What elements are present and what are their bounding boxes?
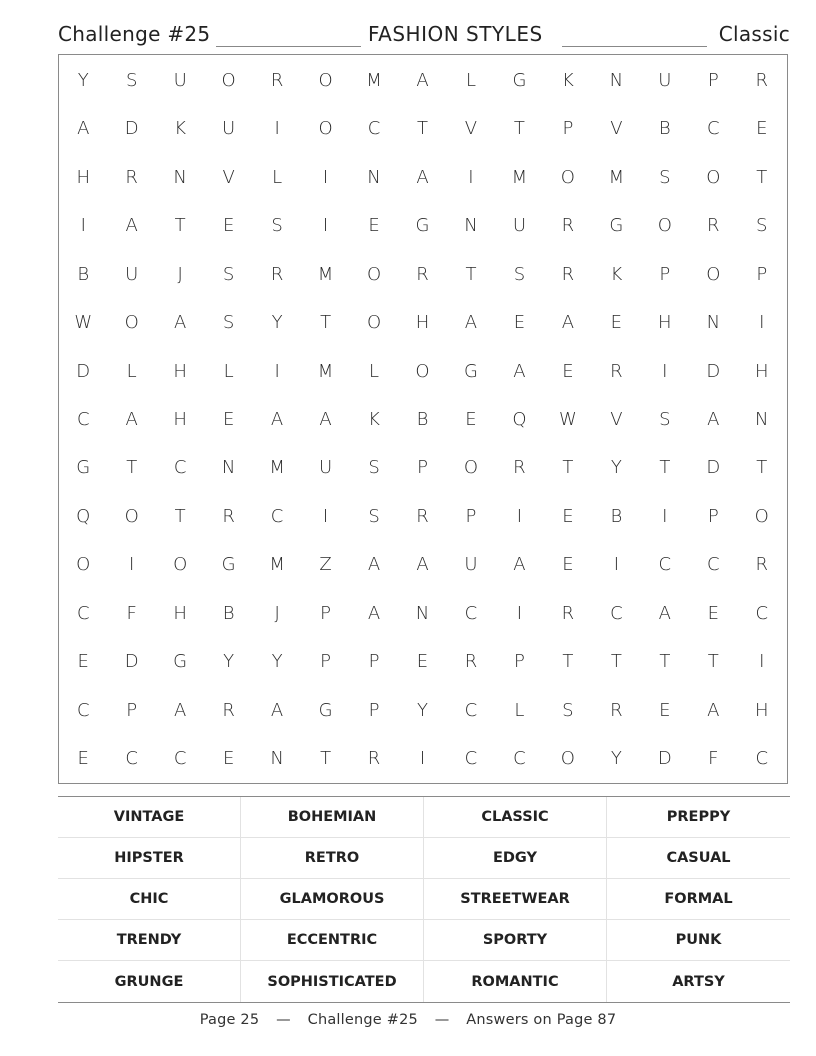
word-list-item: RETRO (241, 838, 424, 879)
grid-letter: A (367, 602, 381, 624)
grid-letter: I (322, 505, 329, 527)
word-list-item: SOPHISTICATED (241, 961, 424, 1002)
grid-letter: I (419, 748, 426, 770)
grid-letter: K (561, 69, 574, 91)
grid-letter: R (367, 748, 381, 770)
grid-letter: R (270, 69, 284, 91)
grid-letter: E (77, 651, 89, 673)
grid-letter: C (270, 505, 284, 527)
header-divider-right (562, 46, 707, 47)
grid-letter: Z (319, 554, 332, 576)
grid-letter: I (129, 554, 135, 576)
grid-letter: J (274, 602, 280, 624)
grid-letter: C (367, 118, 381, 140)
footer-page-number: Page 25 (199, 1012, 260, 1028)
grid-letter: U (512, 215, 527, 237)
grid-letter: O (173, 554, 188, 576)
grid-letter: I (274, 118, 280, 140)
grid-letter: S (562, 699, 574, 721)
grid-letter: L (223, 360, 234, 382)
grid-letter: T (610, 651, 622, 673)
grid-letter: S (659, 408, 671, 430)
grid-letter: P (320, 651, 331, 673)
grid-letter: R (707, 215, 720, 237)
grid-letter: C (513, 748, 526, 770)
grid-letter: T (126, 457, 138, 479)
grid-letter: N (464, 215, 478, 237)
grid-letter: S (756, 215, 768, 237)
grid-letter: A (513, 360, 526, 382)
grid-letter: Q (76, 505, 91, 527)
grid-letter: O (415, 360, 430, 382)
grid-letter: N (609, 69, 624, 91)
grid-letter: C (755, 748, 769, 770)
grid-letter: Y (271, 312, 283, 334)
grid-letter: K (174, 118, 187, 140)
grid-letter: I (613, 554, 620, 576)
letter-grid (59, 55, 786, 782)
grid-letter: R (513, 457, 526, 479)
grid-letter: P (513, 651, 525, 673)
grid-letter: T (416, 118, 428, 140)
grid-letter: K (610, 263, 623, 285)
grid-letter: C (76, 602, 90, 624)
word-list-grid (58, 797, 790, 1002)
grid-letter: O (706, 263, 721, 285)
grid-letter: C (464, 602, 478, 624)
grid-letter: I (274, 360, 280, 382)
grid-letter: N (221, 457, 236, 479)
word-search-grid (58, 54, 788, 784)
grid-letter: P (465, 505, 477, 527)
grid-letter: H (754, 360, 769, 382)
word-list-item: CLASSIC (424, 797, 607, 838)
grid-letter: S (222, 312, 235, 334)
grid-letter: I (662, 360, 668, 382)
grid-letter: P (707, 505, 719, 527)
grid-letter: L (126, 360, 137, 382)
grid-letter: C (76, 699, 90, 721)
grid-letter: I (516, 505, 523, 527)
grid-letter: O (706, 166, 721, 188)
grid-letter: O (560, 166, 575, 188)
grid-letter: O (463, 457, 479, 479)
grid-letter: R (270, 263, 284, 285)
grid-letter: C (173, 457, 187, 479)
grid-letter: E (707, 602, 719, 624)
grid-letter: F (708, 748, 719, 770)
grid-letter: G (318, 699, 333, 721)
grid-letter: G (609, 215, 624, 237)
word-list-item: PUNK (607, 920, 790, 961)
grid-letter: M (269, 457, 285, 479)
grid-letter: P (320, 602, 331, 624)
grid-letter: A (367, 554, 381, 576)
grid-letter: A (125, 215, 138, 237)
grid-letter: U (125, 263, 139, 285)
grid-letter: D (76, 360, 91, 382)
grid-letter: A (513, 554, 526, 576)
word-list-item: GRUNGE (58, 961, 241, 1002)
grid-letter: L (514, 699, 525, 721)
grid-letter: A (77, 118, 90, 140)
grid-letter: M (317, 360, 334, 382)
grid-letter: C (464, 748, 478, 770)
grid-letter: R (561, 263, 575, 285)
grid-letter: H (173, 360, 187, 382)
grid-letter: I (759, 651, 765, 673)
grid-letter: A (707, 408, 720, 430)
grid-letter: M (269, 554, 285, 576)
grid-letter: D (124, 651, 139, 673)
grid-letter: B (610, 505, 623, 527)
grid-letter: G (76, 457, 91, 479)
grid-letter: E (513, 312, 526, 334)
grid-letter: K (368, 408, 380, 430)
footer-answers-reference: Answers on Page 87 (466, 1012, 617, 1028)
grid-letter: M (317, 263, 334, 285)
grid-letter: Q (512, 408, 527, 430)
grid-letter: R (416, 505, 429, 527)
grid-letter: T (659, 651, 671, 673)
grid-letter: R (561, 215, 575, 237)
grid-letter: I (516, 602, 523, 624)
grid-letter: P (417, 457, 428, 479)
grid-letter: R (464, 651, 478, 673)
grid-letter: J (177, 263, 183, 285)
grid-letter: A (270, 699, 284, 721)
challenge-title: Challenge #25 (58, 22, 211, 46)
grid-letter: V (222, 166, 235, 188)
grid-letter: N (706, 312, 721, 334)
grid-letter: A (319, 408, 332, 430)
grid-letter: L (272, 166, 283, 188)
footer-separator: — (434, 1012, 450, 1028)
grid-letter: N (415, 602, 430, 624)
page-header (58, 22, 790, 52)
grid-letter: Y (610, 457, 622, 479)
grid-letter: A (173, 312, 187, 334)
grid-letter: S (513, 263, 526, 285)
grid-letter: I (322, 166, 329, 188)
grid-letter: O (124, 505, 139, 527)
word-list-item: CASUAL (607, 838, 790, 879)
grid-letter: U (222, 118, 236, 140)
grid-letter: E (610, 312, 623, 334)
grid-letter: E (416, 651, 429, 673)
footer-challenge: Challenge #25 (307, 1012, 418, 1028)
grid-letter: V (464, 118, 478, 140)
grid-letter: R (561, 602, 575, 624)
difficulty-label: Classic (718, 22, 790, 46)
grid-letter: U (173, 69, 187, 91)
grid-letter: O (366, 263, 382, 285)
grid-letter: R (222, 699, 235, 721)
word-list-item: EDGY (424, 838, 607, 879)
grid-letter: C (707, 118, 720, 140)
word-list-item: HIPSTER (58, 838, 241, 879)
grid-letter: O (318, 118, 333, 140)
grid-letter: W (558, 408, 577, 430)
grid-letter: A (416, 554, 429, 576)
grid-letter: E (562, 554, 574, 576)
grid-letter: B (222, 602, 235, 624)
grid-letter: Y (271, 651, 283, 673)
grid-letter: G (221, 554, 236, 576)
grid-letter: P (368, 699, 380, 721)
grid-letter: A (416, 166, 429, 188)
grid-letter: S (659, 166, 671, 188)
grid-letter: E (222, 408, 235, 430)
grid-letter: I (468, 166, 474, 188)
grid-letter: H (173, 408, 187, 430)
grid-letter: C (76, 408, 90, 430)
grid-letter: E (77, 748, 89, 770)
grid-letter: H (658, 312, 672, 334)
page-footer (0, 1012, 816, 1028)
grid-letter: T (513, 118, 525, 140)
grid-letter: H (76, 166, 90, 188)
grid-letter: T (174, 215, 186, 237)
grid-letter: N (270, 748, 284, 770)
grid-letter: T (659, 457, 671, 479)
grid-letter: O (560, 748, 575, 770)
footer-separator: — (276, 1012, 291, 1028)
grid-letter: A (561, 312, 575, 334)
grid-letter: O (657, 215, 672, 237)
grid-letter: W (74, 312, 93, 334)
grid-letter: T (320, 312, 332, 334)
grid-letter: D (124, 118, 139, 140)
grid-letter: I (662, 505, 668, 527)
grid-letter: O (754, 505, 769, 527)
grid-letter: E (756, 118, 768, 140)
grid-letter: S (222, 263, 235, 285)
grid-letter: R (222, 505, 235, 527)
grid-letter: C (610, 602, 623, 624)
grid-letter: E (222, 215, 235, 237)
grid-letter: R (755, 554, 769, 576)
grid-letter: E (368, 215, 380, 237)
grid-letter: F (126, 602, 137, 624)
word-list-item: STREETWEAR (424, 879, 607, 920)
grid-letter: D (657, 748, 672, 770)
word-list-item: ROMANTIC (424, 961, 607, 1002)
grid-letter: Y (416, 699, 428, 721)
grid-letter: G (512, 69, 527, 91)
grid-letter: P (707, 69, 719, 91)
grid-letter: R (416, 263, 429, 285)
grid-letter: H (415, 312, 430, 334)
grid-letter: O (366, 312, 382, 334)
word-list-item: ECCENTRIC (241, 920, 424, 961)
grid-letter: T (465, 263, 477, 285)
grid-letter: E (562, 360, 574, 382)
word-list-item: PREPPY (607, 797, 790, 838)
grid-letter: C (658, 554, 672, 576)
grid-letter: D (706, 457, 721, 479)
grid-letter: S (271, 215, 283, 237)
grid-letter: B (77, 263, 90, 285)
grid-letter: M (608, 166, 625, 188)
grid-letter: C (755, 602, 769, 624)
grid-letter: Y (223, 651, 235, 673)
grid-letter: A (173, 699, 187, 721)
grid-letter: C (125, 748, 138, 770)
grid-letter: Y (77, 69, 89, 91)
grid-letter: P (368, 651, 380, 673)
grid-letter: O (221, 69, 236, 91)
grid-letter: A (464, 312, 478, 334)
grid-letter: B (416, 408, 429, 430)
grid-letter: P (659, 263, 671, 285)
word-list-item: VINTAGE (58, 797, 241, 838)
grid-letter: T (562, 651, 574, 673)
grid-letter: O (76, 554, 91, 576)
grid-letter: V (610, 118, 623, 140)
grid-letter: T (562, 457, 574, 479)
grid-letter: R (610, 360, 623, 382)
grid-letter: S (368, 505, 380, 527)
grid-letter: R (125, 166, 138, 188)
grid-letter: V (610, 408, 623, 430)
grid-letter: D (706, 360, 721, 382)
grid-letter: A (270, 408, 284, 430)
header-divider-left (216, 46, 361, 47)
word-list-item: TRENDY (58, 920, 241, 961)
grid-letter: E (222, 748, 235, 770)
grid-letter: R (610, 699, 623, 721)
grid-letter: C (173, 748, 187, 770)
grid-letter: T (756, 457, 768, 479)
word-list (58, 796, 790, 1003)
grid-letter: P (756, 263, 768, 285)
grid-letter: R (755, 69, 769, 91)
grid-letter: G (415, 215, 430, 237)
grid-letter: H (754, 699, 769, 721)
grid-letter: L (465, 69, 476, 91)
grid-letter: T (320, 748, 332, 770)
grid-letter: G (173, 651, 188, 673)
grid-letter: C (464, 699, 478, 721)
grid-letter: T (174, 505, 186, 527)
grid-letter: A (416, 69, 429, 91)
grid-letter: H (173, 602, 187, 624)
word-list-item: CHIC (58, 879, 241, 920)
grid-letter: N (367, 166, 381, 188)
theme-title: FASHION STYLES (368, 22, 543, 46)
grid-letter: B (658, 118, 671, 140)
grid-letter: M (366, 69, 382, 91)
grid-letter: A (125, 408, 138, 430)
grid-letter: E (659, 699, 671, 721)
grid-letter: N (173, 166, 187, 188)
grid-letter: N (755, 408, 769, 430)
grid-letter: P (126, 699, 138, 721)
grid-letter: L (369, 360, 380, 382)
word-list-item: FORMAL (607, 879, 790, 920)
grid-letter: Y (610, 748, 622, 770)
word-list-item: GLAMOROUS (241, 879, 424, 920)
grid-letter: O (318, 69, 333, 91)
grid-letter: O (124, 312, 139, 334)
grid-letter: I (759, 312, 765, 334)
grid-letter: M (511, 166, 528, 188)
word-list-item: BOHEMIAN (241, 797, 424, 838)
grid-letter: U (464, 554, 478, 576)
grid-letter: I (80, 215, 86, 237)
grid-letter: A (658, 602, 671, 624)
grid-letter: G (463, 360, 478, 382)
word-list-item: SPORTY (424, 920, 607, 961)
grid-letter: E (562, 505, 574, 527)
grid-letter: C (707, 554, 720, 576)
grid-letter: I (322, 215, 329, 237)
grid-letter: E (465, 408, 477, 430)
grid-letter: S (125, 69, 138, 91)
grid-letter: U (658, 69, 672, 91)
grid-letter: T (756, 166, 768, 188)
word-list-item: ARTSY (672, 973, 725, 990)
grid-letter: A (707, 699, 720, 721)
grid-letter: T (707, 651, 719, 673)
grid-letter: U (318, 457, 333, 479)
grid-letter: S (368, 457, 380, 479)
grid-letter: P (562, 118, 574, 140)
